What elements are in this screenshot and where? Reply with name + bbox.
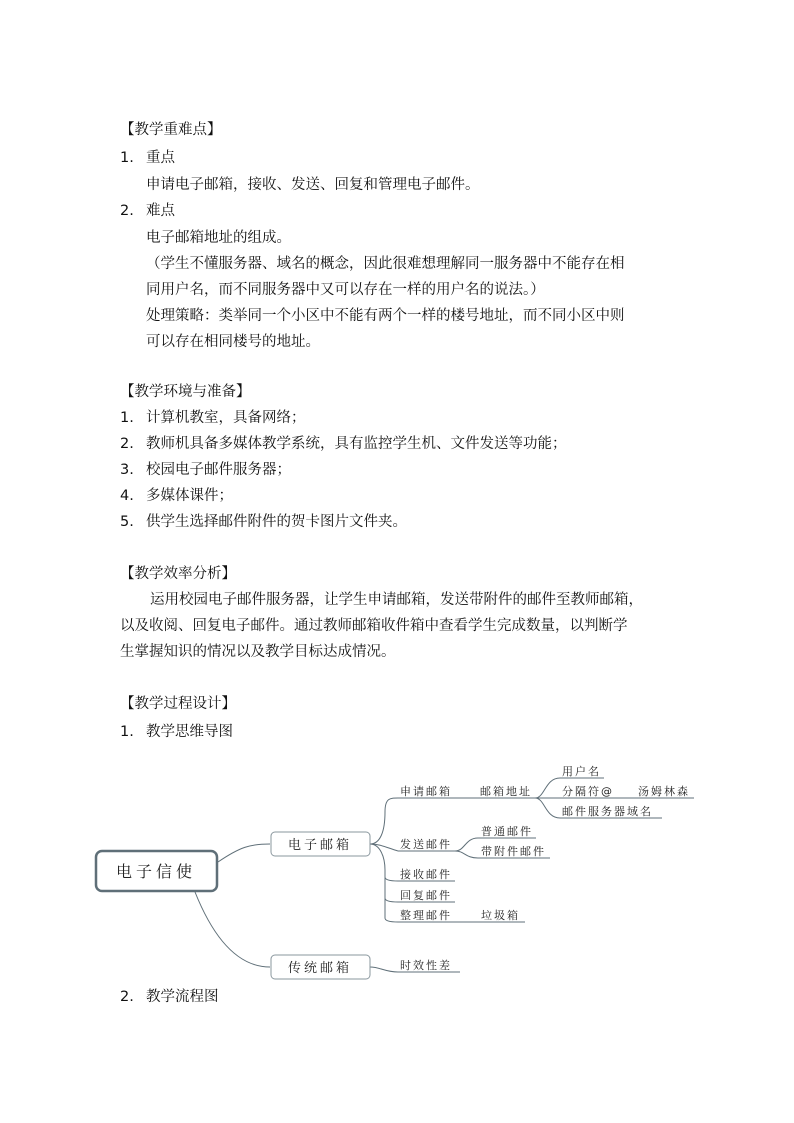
- item-text: 计算机教室，具备网络；: [146, 410, 306, 426]
- item-text: 教学流程图: [146, 989, 219, 1005]
- efficiency-text: 运用校园电子邮件服务器，让学生申请邮箱，发送带附件的邮件至教师邮箱，: [150, 592, 643, 608]
- connector: [370, 798, 398, 844]
- item-text: 校园电子邮件服务器；: [146, 462, 291, 478]
- item-number: 2.: [120, 436, 134, 452]
- username-label: 用户名: [562, 765, 601, 778]
- difficulty-text: 电子邮箱地址的组成。: [146, 230, 291, 246]
- item-label: 重点: [146, 150, 175, 166]
- normal-mail-label: 普通邮件: [481, 825, 533, 838]
- separator-note-label: 汤姆林森: [638, 785, 690, 798]
- item-number: 3.: [120, 462, 134, 478]
- process-item-mindmap: [120, 722, 233, 742]
- item-number: 1.: [120, 410, 134, 426]
- key-point-text: 申请电子邮箱，接收、发送、回复和管理电子邮件。: [146, 177, 480, 193]
- separator-label: 分隔符@: [562, 785, 614, 798]
- connector: [370, 967, 398, 972]
- process-item-flowchart: [120, 987, 219, 1007]
- apply-mailbox-label: 申请邮箱: [400, 785, 452, 798]
- item-text: 供学生选择邮件附件的贺卡图片文件夹。: [146, 514, 407, 530]
- environment-item: [120, 434, 567, 454]
- send-mail-label: 发送邮件: [400, 838, 452, 851]
- receive-mail-label: 接收邮件: [400, 868, 452, 881]
- item-label: 难点: [146, 203, 175, 219]
- reply-mail-label: 回复邮件: [400, 889, 452, 902]
- address-label: 邮箱地址: [480, 785, 532, 798]
- connector: [195, 892, 270, 967]
- key-point-item-2: [120, 201, 175, 221]
- connector: [455, 838, 478, 851]
- environment-item: [120, 486, 233, 506]
- item-text: 多媒体课件；: [146, 488, 233, 504]
- item-number: 4.: [120, 488, 134, 504]
- domain-label: 邮件服务器域名: [562, 805, 653, 818]
- item-number: 1.: [120, 150, 134, 166]
- manage-mail-label: 整理邮件: [400, 909, 452, 922]
- item-number: 1.: [120, 724, 134, 740]
- efficiency-heading: 【教学效率分析】: [120, 566, 236, 582]
- traditional-branch-label: 传统邮箱: [287, 961, 353, 976]
- connector: [535, 778, 560, 798]
- efficiency-text: 以及收阅、回复电子邮件。通过教师邮箱收件箱中查看学生完成数量，以判断学: [120, 618, 628, 634]
- environment-item: [120, 408, 306, 428]
- process-heading: 【教学过程设计】: [120, 696, 236, 712]
- root-node-label: 电子信使: [115, 862, 197, 881]
- efficiency-text: 生掌握知识的情况以及教学目标达成情况。: [120, 644, 396, 660]
- attachment-mail-label: 带附件邮件: [481, 845, 546, 858]
- item-text: 教师机具备多媒体教学系统，具有监控学生机、文件发送等功能；: [146, 436, 567, 452]
- environment-heading: 【教学环境与准备】: [120, 384, 251, 400]
- difficulty-text: 同用户名，而不同服务器中又可以存在一样的用户名的说法。）: [146, 282, 545, 298]
- environment-item: [120, 512, 407, 532]
- key-point-item-1: [120, 148, 175, 168]
- environment-item: [120, 460, 291, 480]
- difficulty-text: 处理策略：类举同一个小区中不能有两个一样的楼号地址，而不同小区中则: [146, 308, 625, 324]
- traditional-child-label: 时效性差: [400, 959, 452, 972]
- key-points-heading: 【教学重难点】: [120, 122, 222, 138]
- difficulty-text: 可以存在相同楼号的地址。: [146, 334, 320, 350]
- difficulty-text: （学生不懂服务器、域名的概念，因此很难想理解同一服务器中不能存在相: [146, 256, 625, 272]
- item-number: 5.: [120, 514, 134, 530]
- item-text: 教学思维导图: [146, 724, 233, 740]
- connector: [535, 798, 560, 818]
- connector: [455, 851, 478, 858]
- connector: [218, 844, 270, 862]
- item-number: 2.: [120, 203, 134, 219]
- item-number: 2.: [120, 989, 134, 1005]
- mind-map: [0, 752, 794, 992]
- email-branch-label: 电子邮箱: [287, 838, 353, 853]
- trash-label: 垃圾箱: [481, 909, 520, 922]
